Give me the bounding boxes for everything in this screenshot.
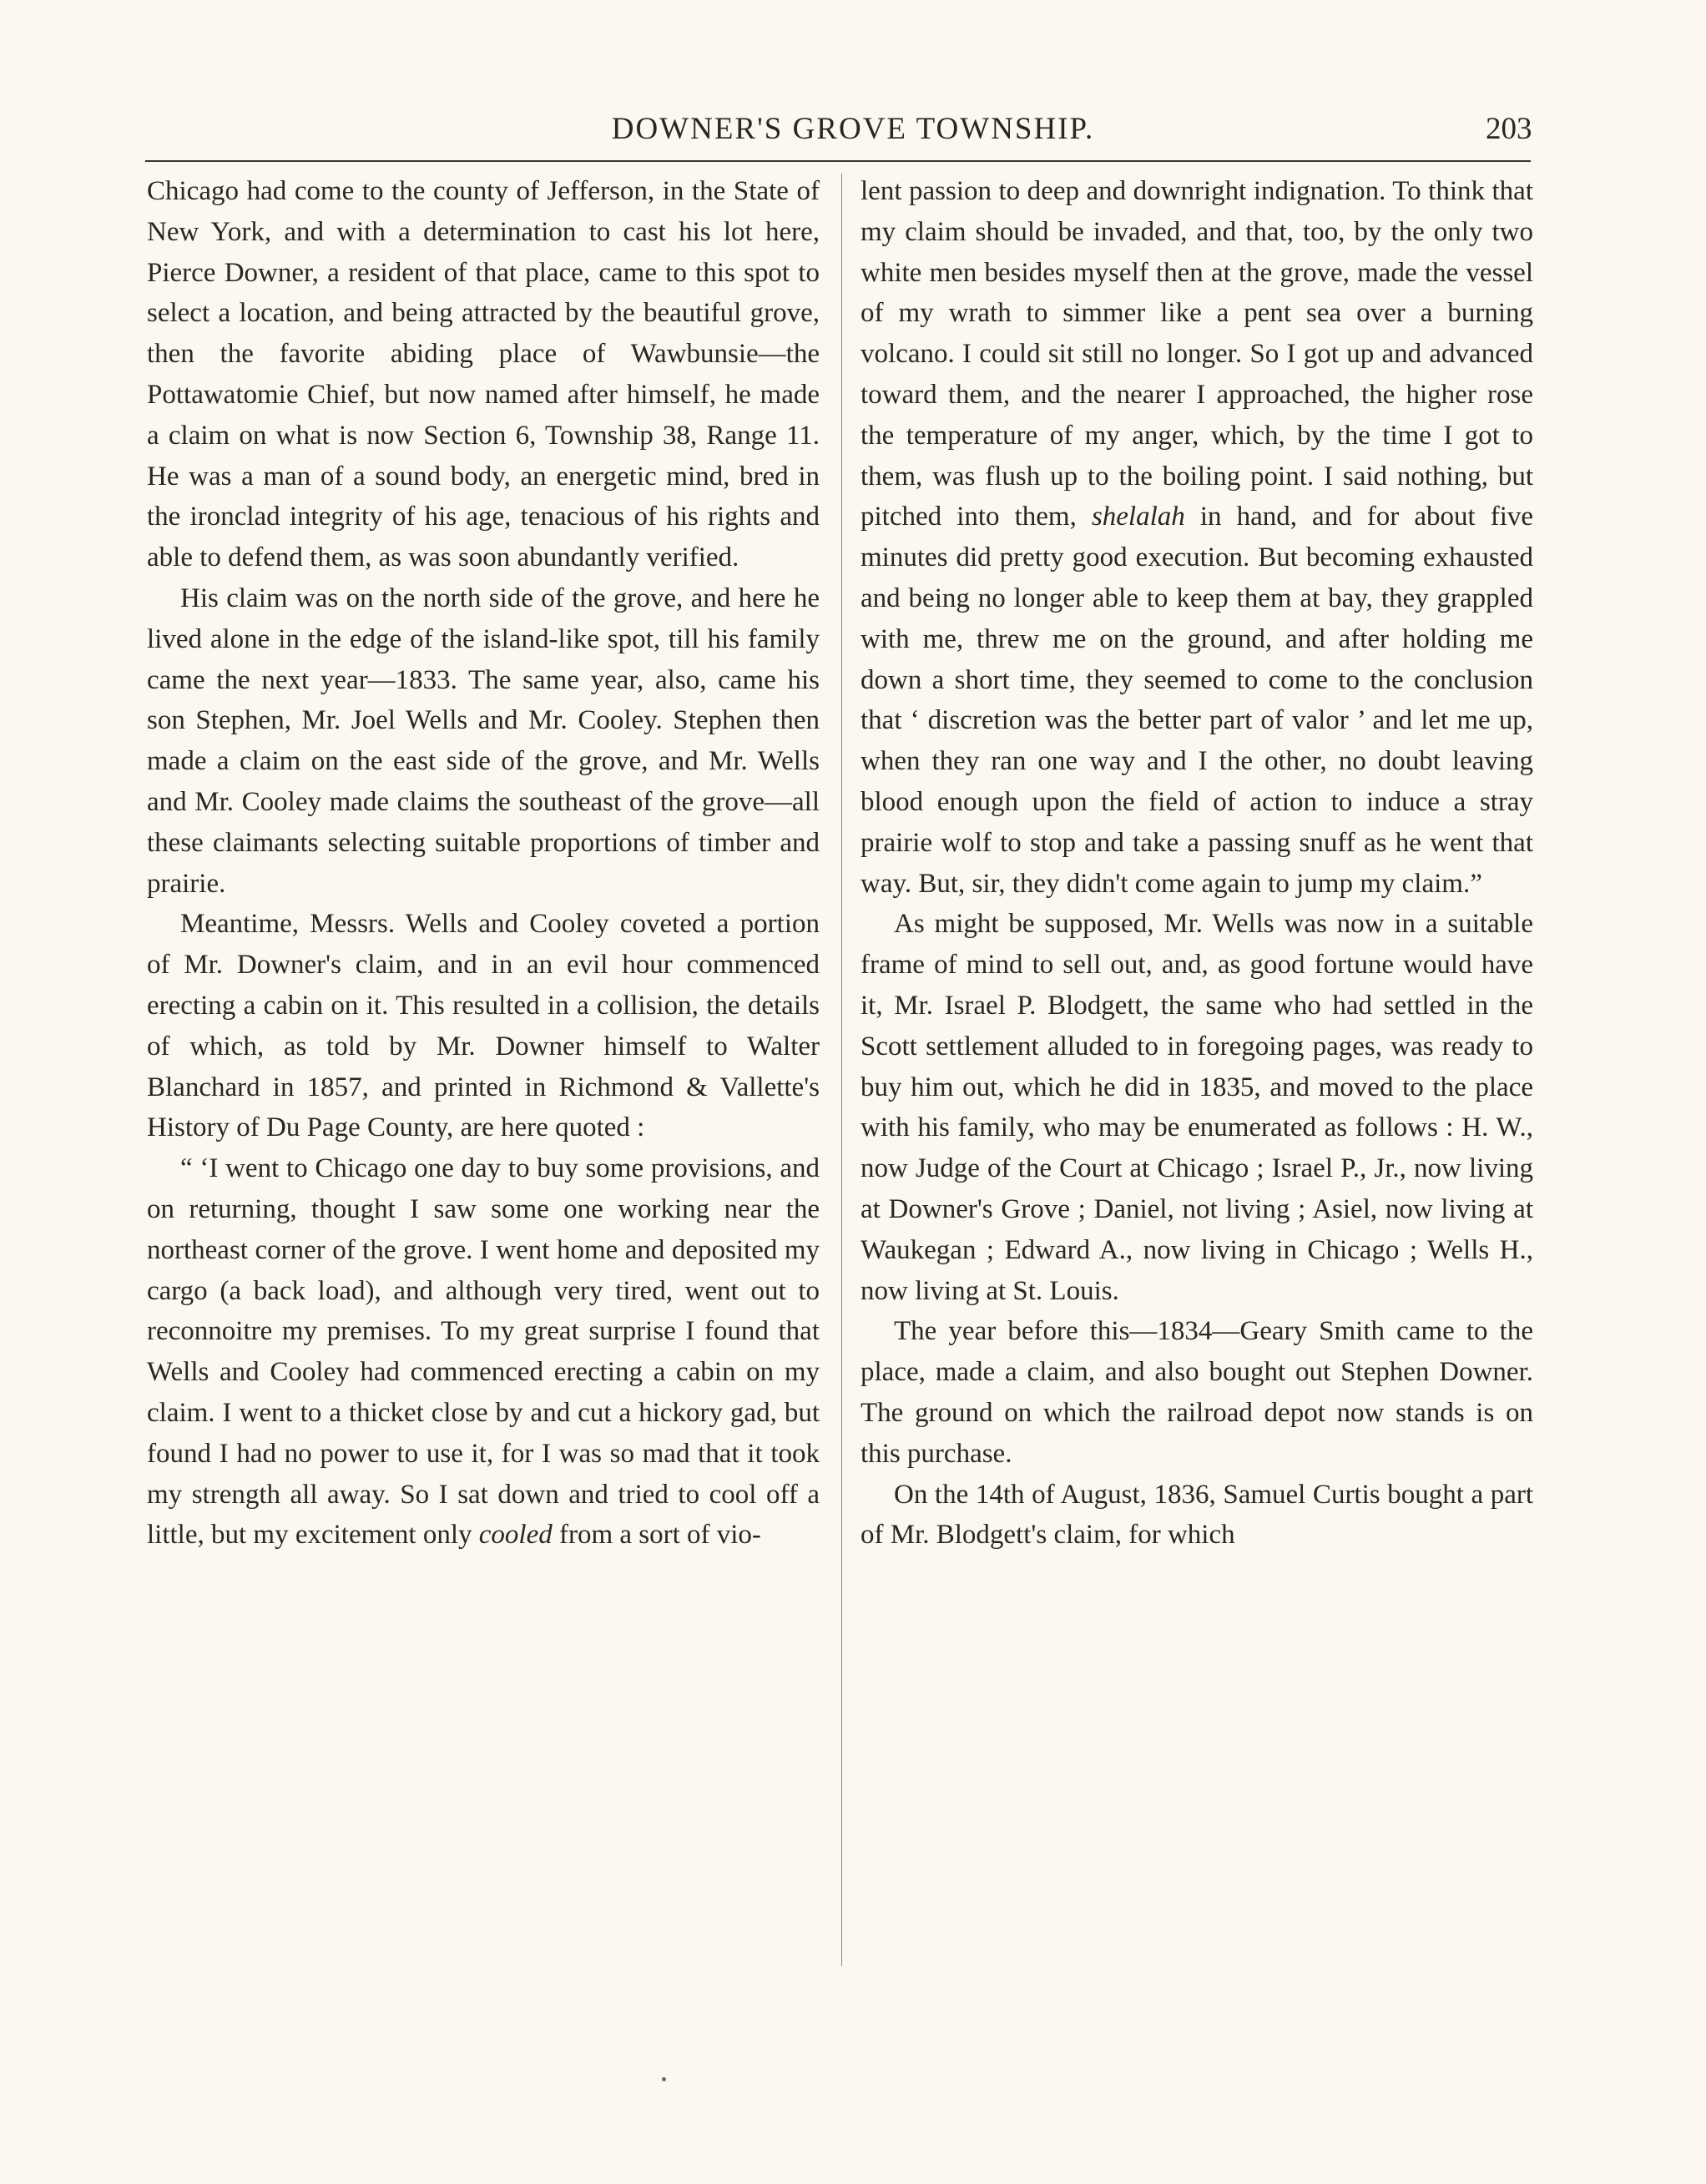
- paragraph: The year before this—1834—Geary Smith came to the place, made a claim, and also bought out Stephen Downer. The ground on which the railroad depot now stands is on this purchase.: [861, 1316, 1533, 1469]
- page-number: 203: [1486, 112, 1532, 146]
- running-title: DOWNER'S GROVE TOWNSHIP.: [611, 112, 1095, 146]
- paragraph: On the 14th of August, 1836, Samuel Curtis bought a part of Mr. Blodgett's claim, for which: [861, 1479, 1533, 1551]
- paragraph: Chicago had come to the county of Jefferson, in the State of New York, and with a determination to cast his lot here, Pierce Downer, a resident of that place, came to this spot to select a location, and being attracted by the beautiful grove, then the favorite abiding place of Wawbunsie—the Pottawatomie Chief, but now named after himself, he made a claim on what is now Section 6, Township 38, Range 11. He was a man of a sound body, an energetic mind, bred in the ironclad integrity of his age, tenacious of his rights and able to defend them, as was soon abundantly verified.: [147, 176, 820, 573]
- running-head: [0, 108, 1706, 150]
- column-divider: [841, 174, 842, 1966]
- ink-speck: [662, 2077, 666, 2081]
- italic-word: shelalah: [1091, 502, 1185, 532]
- paragraph: Meantime, Messrs. Wells and Cooley coveted a portion of Mr. Downer's claim, and in an evil hour commenced erecting a cabin on it. This resulted in a collision, the details of which, as told by Mr. Downer himself to Walter Blanchard in 1857, and printed in Richmond & Vallette's History of Du Page County, are here quoted :: [147, 909, 820, 1143]
- paragraph-text: lent passion to deep and downright indignation. To think that my claim should be invaded, and that, too, by the only two white men besides myself then at the grove, made the vessel of my wrath to simmer like a pent sea over a burning volcano. I could sit still no longer. So I got up and advanced toward them, and the nearer I approached, the higher rose the temperature of my anger, which, by the time I got to them, was flush up to the boiling point. I said nothing, but pitched into them,: [861, 176, 1533, 532]
- paragraph-text: “ ‘I went to Chicago one day to buy some provisions, and on returning, thought I saw some one working near the northeast corner of the grove. I went home and deposited my cargo (a back load), and although very tired, went out to reconnoitre my premises. To my great surprise I found that Wells and Cooley had commenced erecting a cabin on my claim. I went to a thicket close by and cut a hickory gad, but found I had no power to use it, for I was so mad that it took my strength all away. So I sat down and tried to cool off a little, but my excitement only: [147, 1153, 820, 1551]
- italic-word: cooled: [478, 1520, 553, 1551]
- header-rule: [145, 160, 1531, 162]
- paragraph: [861, 171, 1533, 904]
- paragraph: His claim was on the north side of the grove, and here he lived alone in the edge of the island-like spot, till his family came the next year—1833. The same year, also, came his son Stephen, Mr. Joel Wells and Mr. Cooley. Stephen then made a claim on the east side of the grove, and Mr. Wells and Mr. Cooley made claims the southeast of the grove—all these claimants selecting suitable proportions of timber and prairie.: [147, 583, 820, 899]
- paragraph-text: from a sort of vio-: [558, 1520, 761, 1551]
- paragraph: [147, 1148, 820, 1556]
- right-column: [861, 171, 1533, 1556]
- left-column: [147, 171, 820, 1556]
- paragraph-text: in hand, and for about five minutes did pretty good execution. But becoming exhausted and being no longer able to keep them at bay, they grappled with me, threw me on the ground, and after holding me down a short time, they seemed to come to the conclusion that ‘ discretion was the better part of valor ’ and let me up, when they ran one way and I the other, no doubt leaving blood enough upon the field of action to induce a stray prairie wolf to stop and take a passing snuff as he went that way. But, sir, they didn't come again to jump my claim.”: [861, 502, 1534, 899]
- paragraph: As might be supposed, Mr. Wells was now in a suitable frame of mind to sell out, and, as good fortune would have it, Mr. Israel P. Blodgett, the same who had settled in the Scott settlement alluded to in foregoing pages, was ready to buy him out, which he did in 1835, and moved to the place with his family, who may be enumerated as follows : H. W., now Judge of the Court at Chicago ; Israel P., Jr., now living at Downer's Grove ; Daniel, not living ; Asiel, now living at Waukegan ; Edward A., now living in Chicago ; Wells H., now living at St. Louis.: [861, 909, 1533, 1306]
